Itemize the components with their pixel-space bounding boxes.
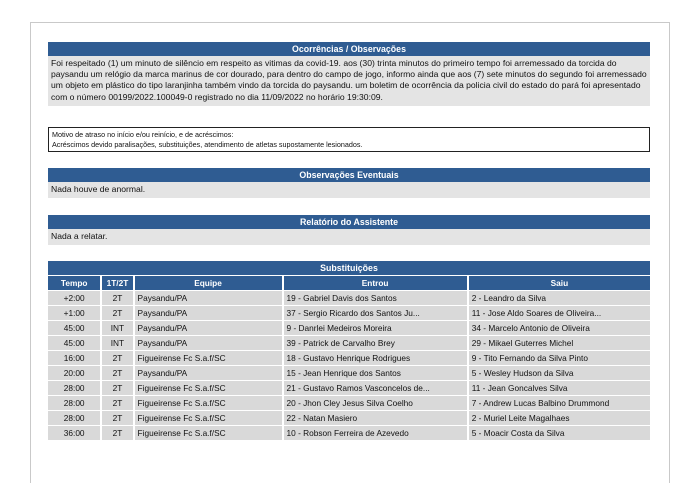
cell-saiu: 11 - Jean Goncalves Silva <box>469 381 650 395</box>
cell-saiu: 34 - Marcelo Antonio de Oliveira <box>469 321 650 335</box>
cell-periodo: 2T <box>102 381 132 395</box>
cell-entrou: 10 - Robson Ferreira de Azevedo <box>284 426 467 440</box>
table-row <box>48 411 650 425</box>
atraso-section <box>48 127 650 152</box>
cell-equipe: Figueirense Fc S.a.f/SC <box>135 411 282 425</box>
table-row <box>48 291 650 305</box>
cell-tempo: 20:00 <box>48 366 100 380</box>
cell-saiu: 11 - Jose Aldo Soares de Oliveira... <box>469 306 650 320</box>
col-tempo: Tempo <box>48 276 100 290</box>
atraso-box <box>48 127 650 152</box>
cell-equipe: Paysandu/PA <box>135 366 282 380</box>
cell-periodo: 2T <box>102 351 132 365</box>
col-periodo: 1T/2T <box>102 276 132 290</box>
cell-entrou: 21 - Gustavo Ramos Vasconcelos de... <box>284 381 467 395</box>
cell-tempo: 16:00 <box>48 351 100 365</box>
table-row <box>48 306 650 320</box>
substituicoes-table <box>46 275 652 441</box>
atraso-text: Acréscimos devido paralisações, substituições, atendimento de atletas supostamente lesionados. <box>52 139 363 149</box>
cell-saiu: 5 - Moacir Costa da Silva <box>469 426 650 440</box>
cell-periodo: 2T <box>102 291 132 305</box>
table-row <box>48 426 650 440</box>
col-saiu: Saiu <box>469 276 650 290</box>
cell-entrou: 39 - Patrick de Carvalho Brey <box>284 336 467 350</box>
relatorio-section <box>48 215 650 245</box>
table-row <box>48 336 650 350</box>
cell-equipe: Figueirense Fc S.a.f/SC <box>135 351 282 365</box>
cell-periodo: 2T <box>102 426 132 440</box>
observacoes-header: Observações Eventuais <box>48 168 650 182</box>
cell-periodo: INT <box>102 336 132 350</box>
cell-tempo: +1:00 <box>48 306 100 320</box>
ocorrencias-header: Ocorrências / Observações <box>48 42 650 56</box>
cell-saiu: 29 - Mikael Guterres Michel <box>469 336 650 350</box>
observacoes-section <box>48 168 650 198</box>
observacoes-text: Nada houve de anormal. <box>48 182 650 198</box>
cell-periodo: 2T <box>102 366 132 380</box>
cell-equipe: Paysandu/PA <box>135 336 282 350</box>
cell-equipe: Figueirense Fc S.a.f/SC <box>135 381 282 395</box>
cell-entrou: 19 - Gabriel Davis dos Santos <box>284 291 467 305</box>
substituicoes-section <box>48 261 650 441</box>
cell-entrou: 18 - Gustavo Henrique Rodrigues <box>284 351 467 365</box>
cell-tempo: 28:00 <box>48 381 100 395</box>
cell-saiu: 2 - Muriel Leite Magalhaes <box>469 411 650 425</box>
table-header-row <box>48 276 650 290</box>
cell-tempo: 45:00 <box>48 321 100 335</box>
table-row <box>48 351 650 365</box>
cell-tempo: 45:00 <box>48 336 100 350</box>
cell-saiu: 5 - Wesley Hudson da Silva <box>469 366 650 380</box>
ocorrencias-text: Foi respeitado (1) um minuto de silêncio em respeito as vitimas da covid-19. aos (30) trinta minutos do primeiro tempo foi arremessado da torcida do paysandu um relógio da marca marinus de cor dourado, para dentro do campo de jogo, informo ainda que aos (7) sete minutos do segundo foi arremessado um objeto em plástico do tipo laranjinha também vindo da torcida do paysandu. um boletim de ocorrência da policia civil do estado do pará foi apresentado com o número 00199/2022.100049-0 registrado no dia 11/09/2022 no horário 19:30:09. <box>48 56 650 106</box>
cell-entrou: 37 - Sergio Ricardo dos Santos Ju... <box>284 306 467 320</box>
cell-entrou: 22 - Natan Masiero <box>284 411 467 425</box>
cell-saiu: 9 - Tito Fernando da Silva Pinto <box>469 351 650 365</box>
cell-equipe: Paysandu/PA <box>135 321 282 335</box>
cell-periodo: 2T <box>102 306 132 320</box>
atraso-label: Motivo de atraso no início e/ou reinício, e de acréscimos: <box>52 130 234 139</box>
col-entrou: Entrou <box>284 276 467 290</box>
ocorrencias-section <box>48 42 650 106</box>
table-row <box>48 396 650 410</box>
substituicoes-header: Substituições <box>48 261 650 275</box>
cell-periodo: INT <box>102 321 132 335</box>
table-row <box>48 366 650 380</box>
cell-equipe: Paysandu/PA <box>135 306 282 320</box>
cell-periodo: 2T <box>102 396 132 410</box>
cell-equipe: Paysandu/PA <box>135 291 282 305</box>
cell-tempo: 28:00 <box>48 396 100 410</box>
cell-tempo: 28:00 <box>48 411 100 425</box>
cell-tempo: +2:00 <box>48 291 100 305</box>
cell-saiu: 2 - Leandro da Silva <box>469 291 650 305</box>
cell-periodo: 2T <box>102 411 132 425</box>
table-row <box>48 381 650 395</box>
cell-entrou: 20 - Jhon Cley Jesus Silva Coelho <box>284 396 467 410</box>
cell-equipe: Figueirense Fc S.a.f/SC <box>135 396 282 410</box>
cell-saiu: 7 - Andrew Lucas Balbino Drummond <box>469 396 650 410</box>
relatorio-text: Nada a relatar. <box>48 229 650 245</box>
cell-equipe: Figueirense Fc S.a.f/SC <box>135 426 282 440</box>
cell-entrou: 9 - Danrlei Medeiros Moreira <box>284 321 467 335</box>
cell-tempo: 36:00 <box>48 426 100 440</box>
col-equipe: Equipe <box>135 276 282 290</box>
table-row <box>48 321 650 335</box>
relatorio-header: Relatório do Assistente <box>48 215 650 229</box>
cell-entrou: 15 - Jean Henrique dos Santos <box>284 366 467 380</box>
